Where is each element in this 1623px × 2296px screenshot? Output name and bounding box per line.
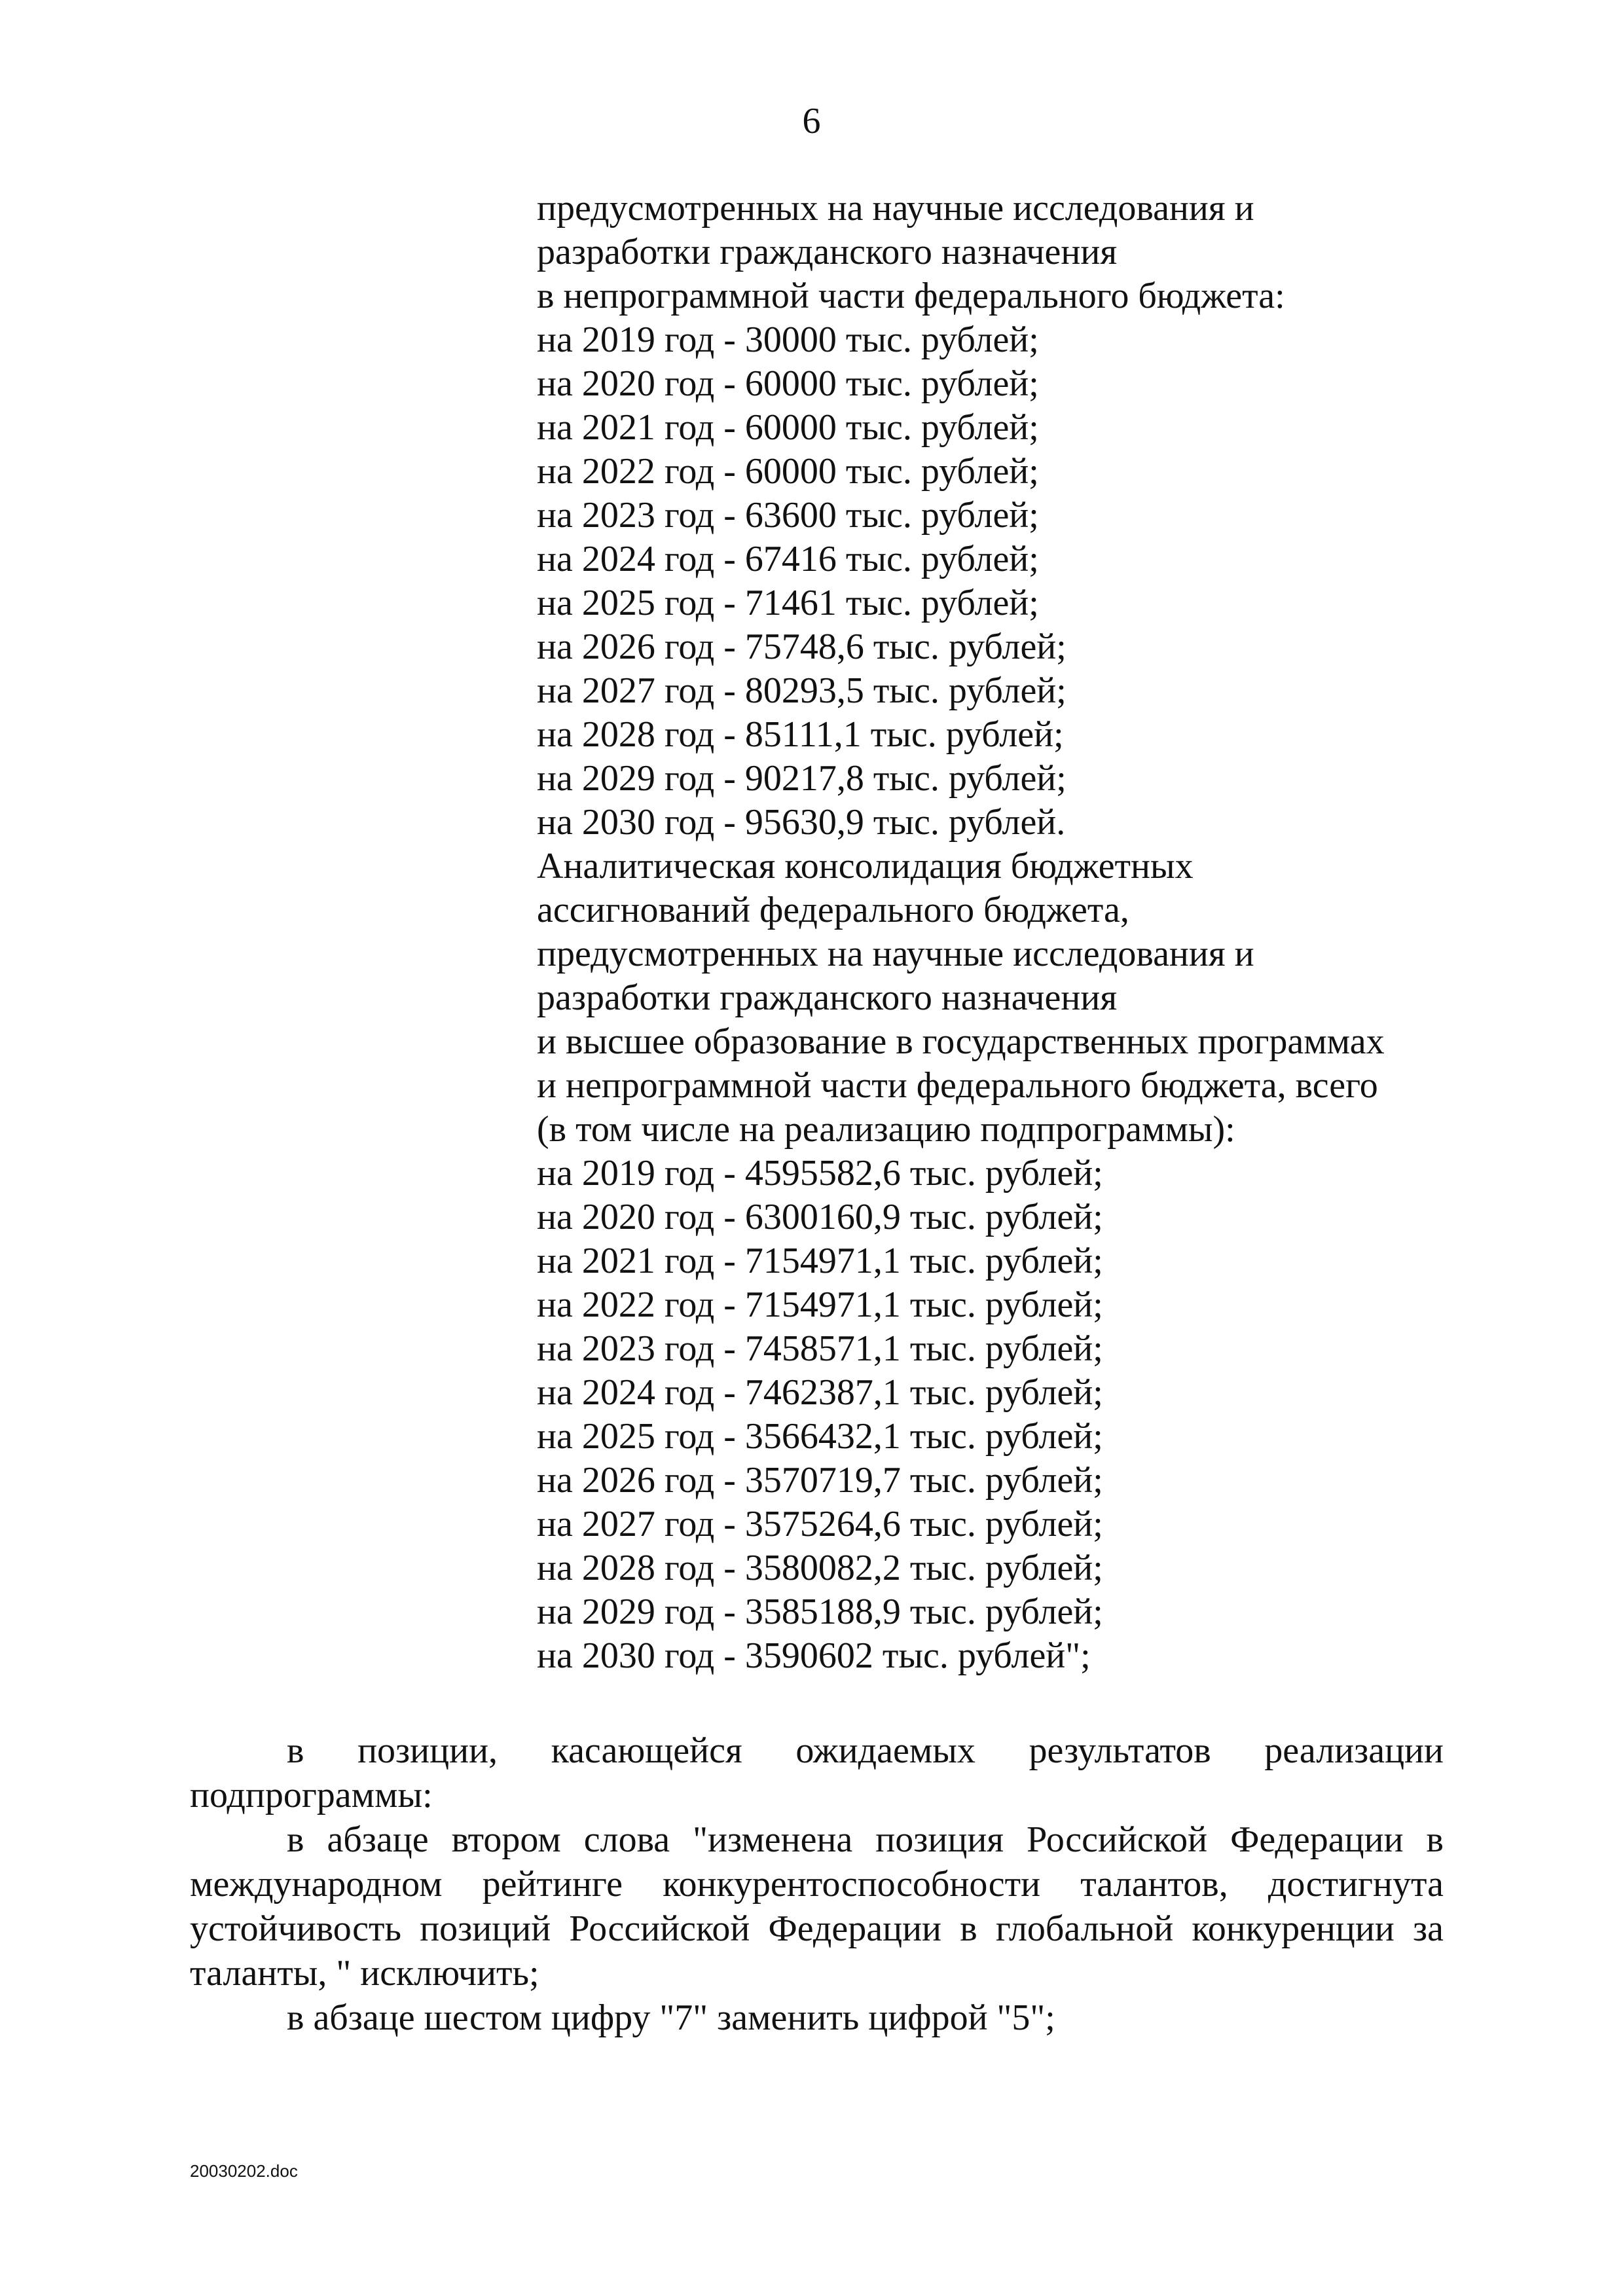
block-line: на 2026 год - 3570719,7 тыс. рублей; (537, 1460, 1103, 1501)
block-line: в непрограммной части федерального бюджета: (537, 276, 1285, 316)
block-line: предусмотренных на научные исследования и (537, 188, 1254, 228)
block-line: на 2024 год - 67416 тыс. рублей; (537, 539, 1039, 579)
block-line: на 2019 год - 4595582,6 тыс. рублей; (537, 1153, 1103, 1194)
block-line: на 2025 год - 3566432,1 тыс. рублей; (537, 1416, 1103, 1457)
paragraph-results-position: в позиции, касающейся ожидаемых результатов реализации подпрограммы: (190, 1730, 1444, 1815)
block-line: (в том числе на реализацию подпрограммы): (537, 1109, 1235, 1150)
block-line: на 2024 год - 7462387,1 тыс. рублей; (537, 1372, 1103, 1413)
block-line: на 2027 год - 3575264,6 тыс. рублей; (537, 1504, 1103, 1544)
block-line: на 2021 год - 7154971,1 тыс. рублей; (537, 1241, 1103, 1281)
block-line: на 2030 год - 3590602 тыс. рублей"; (537, 1635, 1091, 1676)
block-line: на 2026 год - 75748,6 тыс. рублей; (537, 627, 1067, 667)
block-line: Аналитическая консолидация бюджетных (537, 846, 1194, 886)
block-line: на 2023 год - 63600 тыс. рублей; (537, 495, 1039, 536)
block-line: разработки гражданского назначения (537, 232, 1118, 272)
funding-block (537, 187, 1453, 1678)
block-line: на 2022 год - 60000 тыс. рублей; (537, 451, 1039, 492)
block-line: на 2029 год - 3585188,9 тыс. рублей; (537, 1592, 1103, 1632)
block-line: на 2028 год - 3580082,2 тыс. рублей; (537, 1548, 1103, 1588)
paragraph-sixth-abzac: в абзаце шестом цифру "7" заменить цифрой "5"; (287, 1997, 1055, 2038)
paragraph-second-abzac: в абзаце втором слова "изменена позиция Российской Федерации в международном рейтинге конкурентоспособности талантов, достигнута устойчивость позиций Российской Федерации в глобальной конкуренции за таланты, " исключить; (190, 1819, 1444, 1994)
block-line: и непрограммной части федерального бюджета, всего (537, 1065, 1378, 1106)
block-line: на 2030 год - 95630,9 тыс. рублей. (537, 802, 1066, 843)
footer-filename: 20030202.doc (190, 2161, 298, 2181)
block-line: на 2019 год - 30000 тыс. рублей; (537, 319, 1039, 360)
block-line: на 2022 год - 7154971,1 тыс. рублей; (537, 1285, 1103, 1325)
block-line: на 2023 год - 7458571,1 тыс. рублей; (537, 1328, 1103, 1369)
block-line: на 2025 год - 71461 тыс. рублей; (537, 583, 1039, 623)
block-line: предусмотренных на научные исследования и (537, 934, 1254, 974)
block-line: на 2021 год - 60000 тыс. рублей; (537, 407, 1039, 448)
page-number: 6 (802, 101, 821, 141)
body-text (190, 1728, 1444, 2040)
block-line: на 2027 год - 80293,5 тыс. рублей; (537, 670, 1067, 711)
block-line: и высшее образование в государственных программах (537, 1021, 1385, 1062)
block-line: ассигнований федерального бюджета, (537, 890, 1129, 930)
block-line: на 2020 год - 60000 тыс. рублей; (537, 363, 1039, 404)
block-line: на 2020 год - 6300160,9 тыс. рублей; (537, 1197, 1103, 1237)
block-line: на 2029 год - 90217,8 тыс. рублей; (537, 758, 1067, 799)
block-line: на 2028 год - 85111,1 тыс. рублей; (537, 714, 1064, 755)
block-line: разработки гражданского назначения (537, 977, 1118, 1018)
